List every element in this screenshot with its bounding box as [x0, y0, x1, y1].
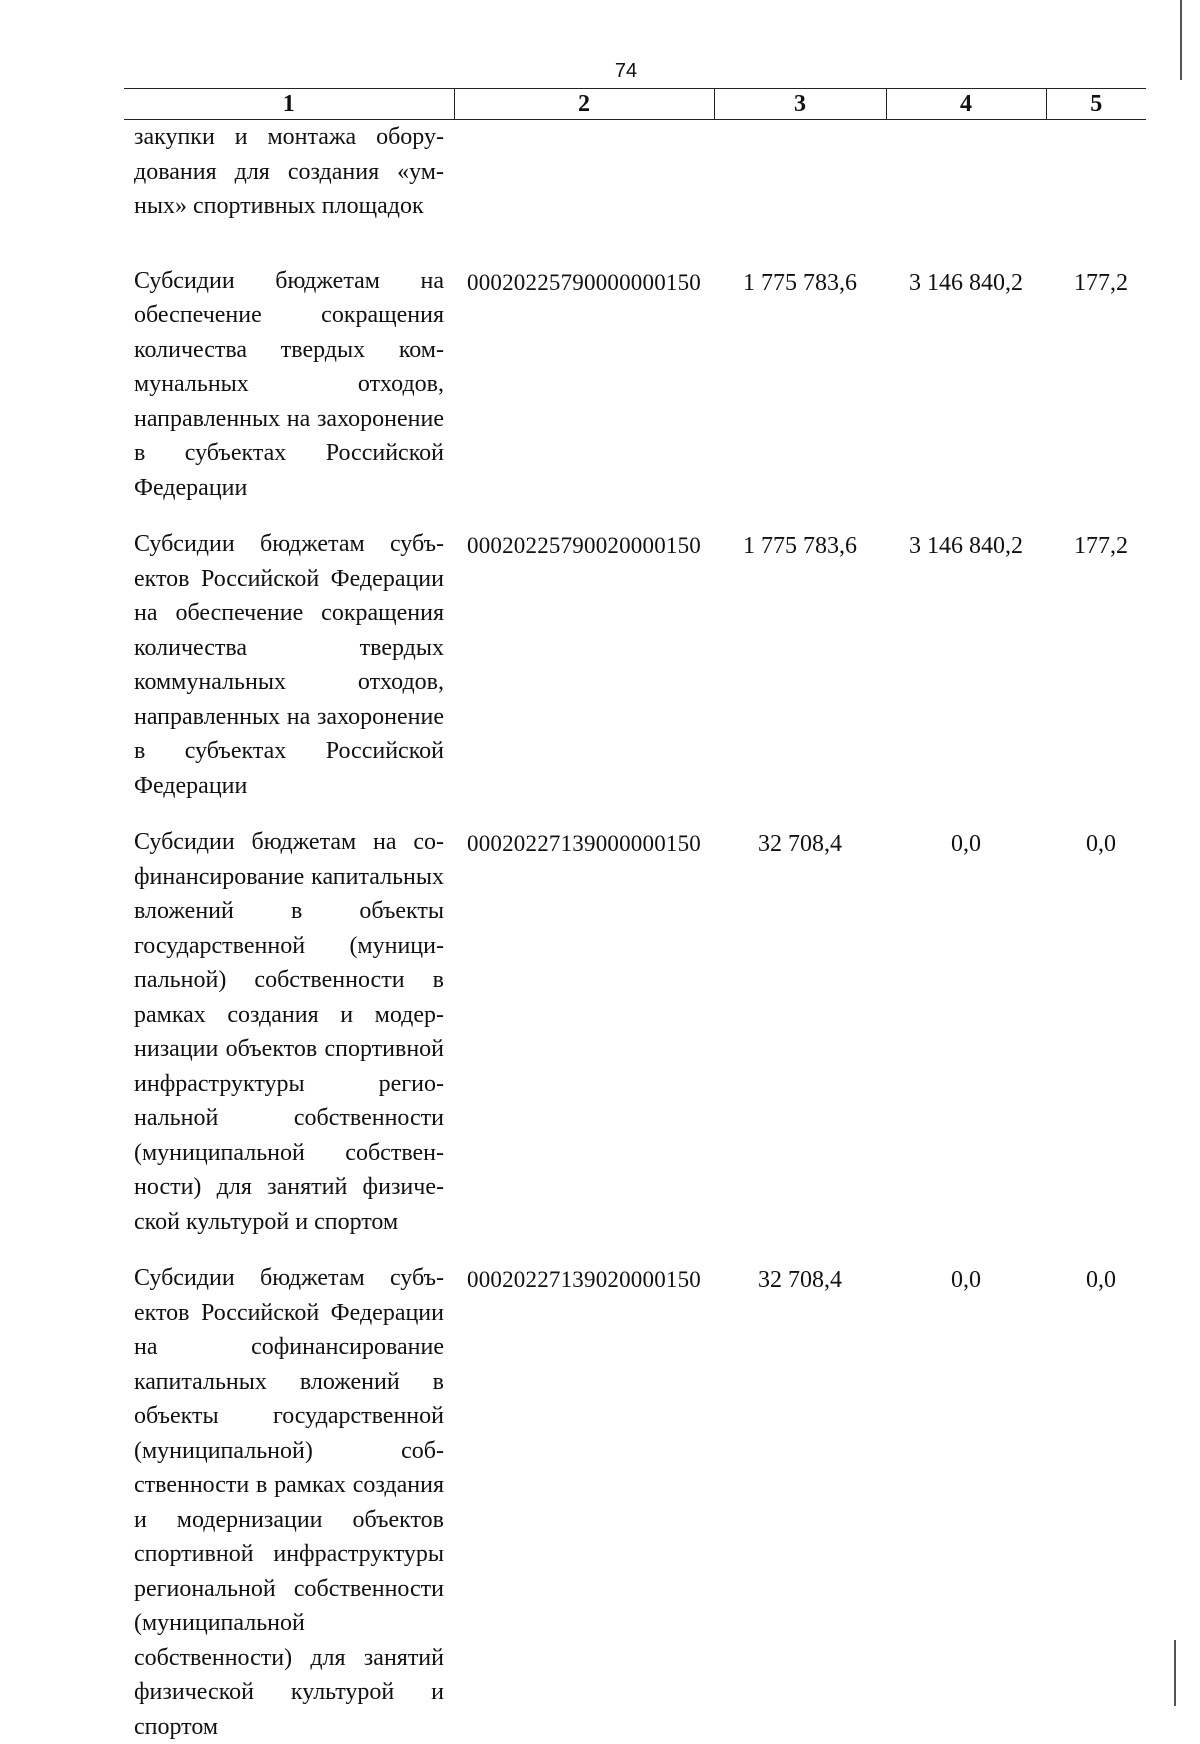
header-row: [124, 89, 1146, 120]
page-number: 74: [0, 60, 1200, 83]
table-row: [124, 527, 1146, 825]
row-value-4: 3 146 840,2: [886, 527, 1046, 825]
row-value-3: 1 775 783,6: [714, 527, 886, 825]
scan-edge-mark: [1180, 0, 1182, 80]
row-value-3: 32 708,4: [714, 825, 886, 1261]
row-value-4: 3 146 840,2: [886, 264, 1046, 528]
row-code: 00020227139020000150: [454, 1261, 714, 1744]
row-name: Субсидии бюджетам на софинансирование капитальных вложений в объекты государственной (муниципальной) собственности в рамках создания и модернизации объектов спортивной инфраструктуры региональной собственности (муниципальной собственности) для занятий физической культурой и спортом: [124, 825, 454, 1261]
table-row: [124, 1261, 1146, 1744]
table-body: [124, 120, 1146, 1744]
table-row: [124, 120, 1146, 264]
row-code: 00020227139000000150: [454, 825, 714, 1261]
scan-edge-mark: [1174, 1640, 1176, 1706]
row-value-4: [886, 120, 1046, 264]
row-value-5: 0,0: [1046, 825, 1146, 1261]
row-value-3: 32 708,4: [714, 1261, 886, 1744]
column-header-1: 1: [124, 89, 454, 120]
column-header-5: 5: [1046, 89, 1146, 120]
row-value-5: 177,2: [1046, 264, 1146, 528]
column-header-4: 4: [886, 89, 1046, 120]
row-value-5: 0,0: [1046, 1261, 1146, 1744]
row-value-5: [1046, 120, 1146, 264]
table-header: [124, 89, 1146, 120]
row-code: 00020225790000000150: [454, 264, 714, 528]
column-header-3: 3: [714, 89, 886, 120]
row-name: закупки и монтажа оборудования для создания «умных» спортивных площадок: [124, 120, 454, 264]
row-name: Субсидии бюджетам на обеспечение сокращения количества твердых коммунальных отходов, направленных на захоронение в субъектах Российской Федерации: [124, 264, 454, 528]
table-row: [124, 264, 1146, 528]
row-name: Субсидии бюджетам субъектов Российской Федерации на обеспечение сокращения количества твердых коммунальных отходов, направленных на захоронение в субъектах Российской Федерации: [124, 527, 454, 825]
row-code: [454, 120, 714, 264]
row-value-4: 0,0: [886, 825, 1046, 1261]
budget-table: [124, 88, 1146, 1744]
column-header-2: 2: [454, 89, 714, 120]
row-value-3: 1 775 783,6: [714, 264, 886, 528]
row-value-3: [714, 120, 886, 264]
row-name: Субсидии бюджетам субъектов Российской Федерации на софинансирование капитальных вложений в объекты государственной (муниципальной) собственности в рамках создания и модернизации объектов спортивной инфраструктуры региональной собственности (муниципальной собственности) для занятий физической культурой и спортом: [124, 1261, 454, 1744]
row-code: 00020225790020000150: [454, 527, 714, 825]
row-value-4: 0,0: [886, 1261, 1046, 1744]
table-row: [124, 825, 1146, 1261]
row-value-5: 177,2: [1046, 527, 1146, 825]
